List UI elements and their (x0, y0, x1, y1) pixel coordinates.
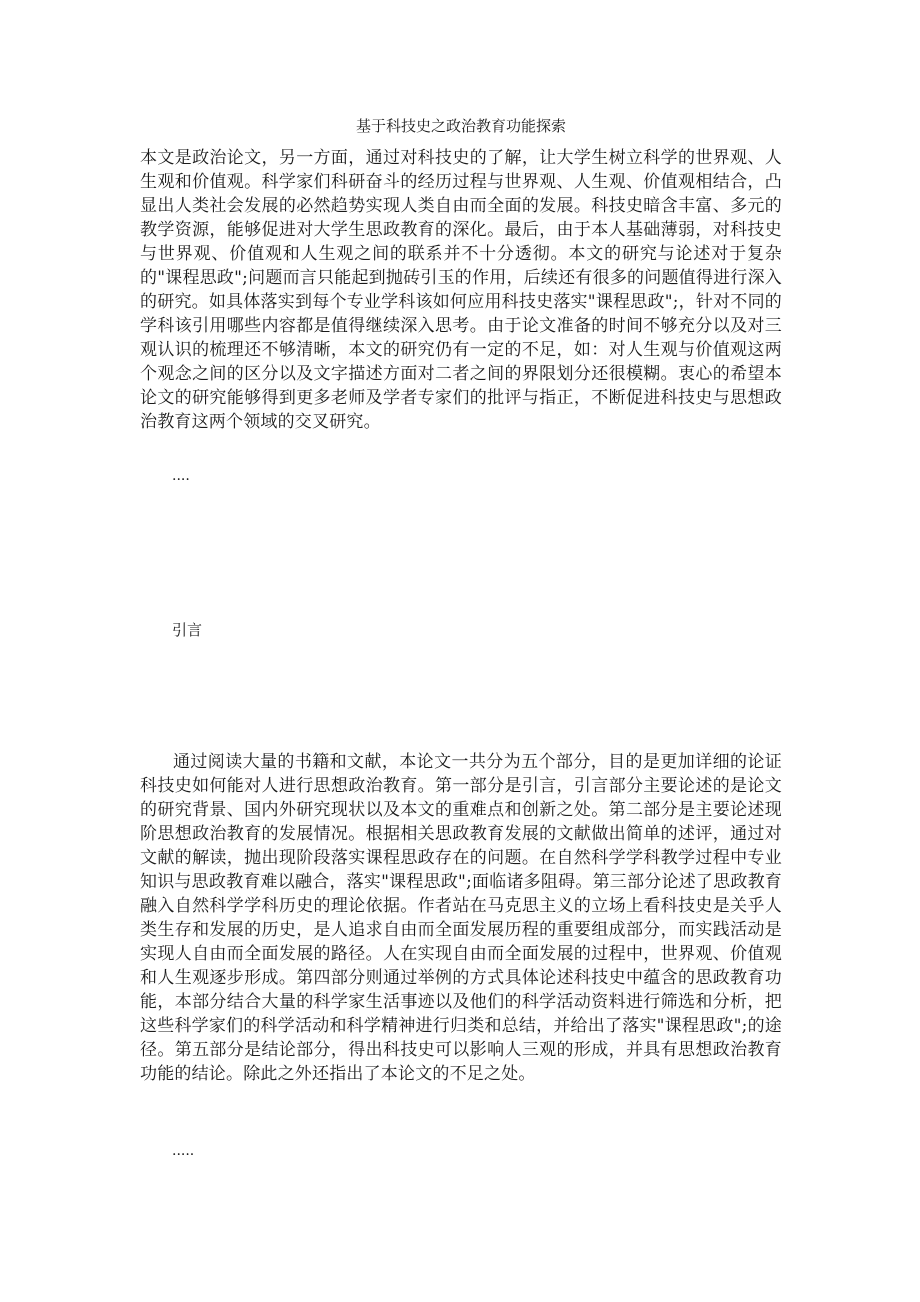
ellipsis-separator: ..... (172, 1143, 195, 1159)
ellipsis-separator: .... (172, 468, 190, 484)
document-title: 基于科技史之政治教育功能探索 (355, 117, 566, 135)
introduction-paragraph: 通过阅读大量的书籍和文献，本论文一共分为五个部分，目的是更加详细的论证科技史如何能对人进行思想政治教育。第一部分是引言，引言部分主要论述的是论文的研究背景、国内外研究现状以及本文的重难点和创新之处。第二部分是主要论述现阶思想政治教育的发展情况。根据相关思政教育发展的文献做出简单的述评，通过对文献的解读，抛出现阶段落实课程思政存在的问题。在自然科学学科教学过程中专业知识与思政教育难以融合，落实"课程思政";面临诸多阻碍。第三部分论述了思政教育融入自然科学学科历史的理论依据。作者站在马克思主义的立场上看科技史是关乎人类生存和发展的历史，是人追求自由而全面发展历程的重要组成部分，而实践活动是实现人自由而全面发展的路径。人在实现自由而全面发展的过程中，世界观、价值观和人生观逐步形成。第四部分则通过举例的方式具体论述科技史中蕴含的思政教育功能，本部分结合大量的科学家生活事迹以及他们的科学活动资料进行筛选和分析，把这些科学家们的科学活动和科学精神进行归类和总结，并给出了落实"课程思政";的途径。第五部分是结论部分，得出科技史可以影响人三观的形成，并具有思想政治教育功能的结论。除此之外还指出了本论文的不足之处。 (140, 752, 782, 1084)
section-heading-introduction: 引言 (172, 621, 203, 639)
abstract-paragraph: 本文是政治论文，另一方面，通过对科技史的了解，让大学生树立科学的世界观、人生观和价值观。科学家们科研奋斗的经历过程与世界观、人生观、价值观相结合，凸显出人类社会发展的必然趋势实现人类自由而全面的发展。科技史暗含丰富、多元的教学资源，能够促进对大学生思政教育的深化。最后，由于本人基础薄弱，对科技史与世界观、价值观和人生观之间的联系并不十分透彻。本文的研究与论述对于复杂的"课程思政";问题而言只能起到抛砖引玉的作用，后续还有很多的问题值得进行深入的研究。如具体落实到每个专业学科该如何应用科技史落实"课程思政";，针对不同的学科该引用哪些内容都是值得继续深入思考。由于论文准备的时间不够充分以及对三观认识的梳理还不够清晰，本文的研究仍有一定的不足，如：对人生观与价值观这两个观念之间的区分以及文字描述方面对二者之间的界限划分还很模糊。衷心的希望本论文的研究能够得到更多老师及学者专家们的批评与指正，不断促进科技史与思想政治教育这两个领域的交叉研究。 (140, 148, 782, 432)
